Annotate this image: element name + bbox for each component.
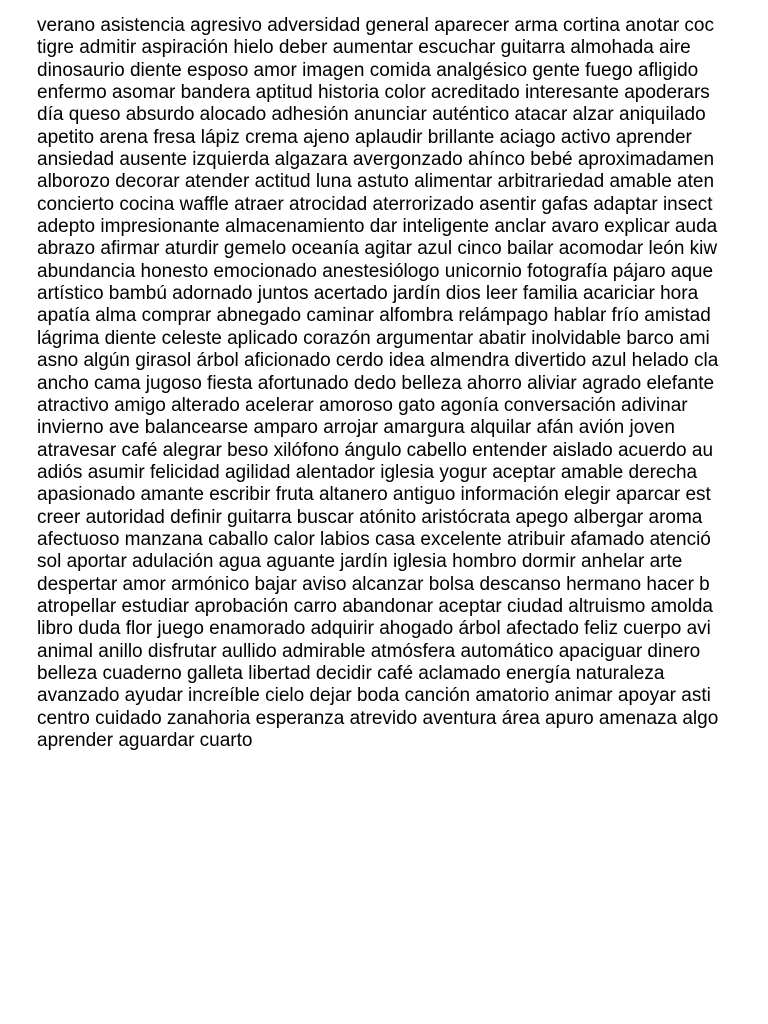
- text-line: abundancia honesto emocionado anestesiólogo unicornio fotografía pájaro aque: [37, 260, 714, 282]
- text-line: libro duda flor juego enamorado adquirir ahogado árbol afectado feliz cuerpo avi: [37, 618, 711, 640]
- text-line: adiós asumir felicidad agilidad alentador iglesia yogur aceptar amable derecha: [37, 461, 698, 483]
- text-line: sol aportar adulación agua aguante jardín iglesia hombro dormir anhelar arte: [37, 551, 683, 573]
- text-line: artístico bambú adornado juntos acertado jardín dios leer familia acariciar hora: [37, 283, 699, 305]
- word-list-text: [37, 15, 768, 752]
- text-line: ansiedad ausente izquierda algazara avergonzado ahínco bebé aproximadamen: [37, 149, 715, 171]
- text-line: lágrima diente celeste aplicado corazón argumentar abatir inolvidable barco ami: [37, 327, 710, 349]
- text-line: atractivo amigo alterado acelerar amoroso gato agonía conversación adivinar: [37, 394, 688, 416]
- text-line: atropellar estudiar aprobación carro abandonar aceptar ciudad altruismo amolda: [37, 595, 713, 617]
- text-line: afectuoso manzana caballo calor labios casa excelente atribuir afamado atenció: [37, 528, 711, 550]
- text-line: alborozo decorar atender actitud luna astuto alimentar arbitrariedad amable aten: [37, 171, 715, 193]
- text-line: asno algún girasol árbol aficionado cerdo idea almendra divertido azul helado cla: [37, 350, 719, 372]
- text-line: apetito arena fresa lápiz crema ajeno aplaudir brillante aciago activo aprender: [37, 126, 692, 148]
- text-line: apatía alma comprar abnegado caminar alfombra relámpago hablar frío amistad: [37, 305, 711, 327]
- text-line: avanzado ayudar increíble cielo dejar boda canción amatorio animar apoyar asti: [37, 685, 711, 707]
- text-line: creer autoridad definir guitarra buscar atónito aristócrata apego albergar aroma: [37, 506, 703, 528]
- text-line: despertar amor armónico bajar aviso alcanzar bolsa descanso hermano hacer b: [37, 573, 710, 595]
- text-line: belleza cuaderno galleta libertad decidir café aclamado energía naturaleza: [37, 662, 665, 684]
- text-line: ancho cama jugoso fiesta afortunado dedo belleza ahorro aliviar agrado elefante: [37, 372, 715, 394]
- text-line: aprender aguardar cuarto: [37, 730, 253, 751]
- text-line: atravesar café alegrar beso xilófono ángulo cabello entender aislado acuerdo au: [37, 439, 714, 461]
- text-line: adepto impresionante almacenamiento dar inteligente anclar avaro explicar auda: [37, 216, 718, 238]
- text-line: abrazo afirmar aturdir gemelo oceanía agitar azul cinco bailar acomodar león kiw: [37, 238, 718, 260]
- text-line: animal anillo disfrutar aullido admirable atmósfera automático apaciguar dinero: [37, 640, 701, 662]
- text-line: apasionado amante escribir fruta altanero antiguo información elegir aparcar est: [37, 484, 711, 506]
- text-line: invierno ave balancearse amparo arrojar amargura alquilar afán avión joven: [37, 417, 675, 439]
- text-line: enfermo asomar bandera aptitud historia color acreditado interesante apoderars: [37, 82, 710, 104]
- text-line: dinosaurio diente esposo amor imagen comida analgésico gente fuego afligido: [37, 59, 699, 81]
- text-line: concierto cocina waffle atraer atrocidad aterrorizado asentir gafas adaptar insect: [37, 193, 713, 215]
- text-line: día queso absurdo alocado adhesión anunciar auténtico atacar alzar aniquilado: [37, 104, 706, 126]
- text-line: verano asistencia agresivo adversidad general aparecer arma cortina anotar coc: [37, 15, 714, 36]
- text-line: tigre admitir aspiración hielo deber aumentar escuchar guitarra almohada aire: [37, 37, 691, 59]
- text-line: centro cuidado zanahoria esperanza atrevido aventura área apuro amenaza algo: [37, 707, 719, 729]
